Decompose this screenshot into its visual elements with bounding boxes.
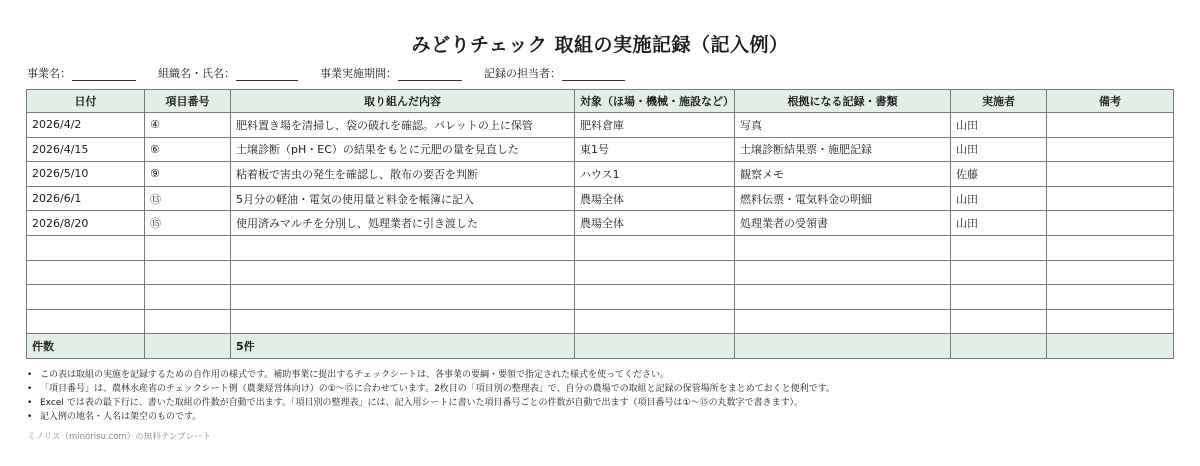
- performer-cell[interactable]: [951, 235, 1047, 260]
- recorder-field: [484, 65, 625, 81]
- organization-label: 組織名・氏名：: [158, 67, 235, 80]
- recorder-label: 記録の担当者：: [484, 67, 561, 80]
- remarks-cell[interactable]: [1047, 260, 1174, 285]
- table-row: [27, 211, 1174, 236]
- note-text: Excel では表の最下行に、書いた取組の件数が自動で出ます。「項目別の整理表」には、記入用シートに書いた項目番号ごとの件数が自動で出ます（項目番号は①〜⑮の丸数字で書きます）。: [40, 398, 804, 408]
- total-cell: [145, 334, 231, 359]
- date-cell[interactable]: 2026/8/20: [27, 211, 145, 236]
- notes-list: [27, 368, 835, 424]
- period-blank[interactable]: [398, 69, 462, 81]
- performer-cell[interactable]: [951, 260, 1047, 285]
- remarks-cell[interactable]: [1047, 211, 1174, 236]
- total-cell: [735, 334, 951, 359]
- remarks-cell[interactable]: [1047, 186, 1174, 211]
- bullet-icon: •: [27, 384, 33, 394]
- item-number-cell[interactable]: ⑨: [145, 162, 231, 187]
- total-cell: [951, 334, 1047, 359]
- page-title: みどりチェック 取組の実施記録（記入例）: [411, 34, 789, 56]
- table-row: [27, 309, 1174, 334]
- activity-cell[interactable]: [231, 235, 575, 260]
- date-cell[interactable]: 2026/4/15: [27, 137, 145, 162]
- total-count: 5件: [231, 334, 575, 359]
- item-number-cell[interactable]: ⑮: [145, 211, 231, 236]
- date-cell[interactable]: [27, 260, 145, 285]
- record-table: [26, 89, 1174, 359]
- item-number-cell[interactable]: ⑥: [145, 137, 231, 162]
- item-number-cell[interactable]: [145, 235, 231, 260]
- footer-credit: ミノリス（minorisu.com）の無料テンプレート: [27, 432, 211, 442]
- bullet-icon: •: [27, 398, 33, 408]
- evidence-cell[interactable]: [735, 285, 951, 310]
- column-header-performer: 実施者: [951, 90, 1047, 113]
- bullet-icon: •: [27, 412, 33, 422]
- column-header-activity: 取り組んだ内容: [231, 90, 575, 113]
- column-header-item-number: 項目番号: [145, 90, 231, 113]
- column-header-date: 日付: [27, 90, 145, 113]
- evidence-cell[interactable]: [735, 235, 951, 260]
- table-row: [27, 162, 1174, 187]
- table-row: [27, 235, 1174, 260]
- note-text: 「項目番号」は、農林水産省のチェックシート例（農業経営体向け）の①〜⑮に合わせています。2枚目の「項目別の整理表」で、自分の農場での取組と記録の保管場所をまとめておくと便利です。: [40, 384, 835, 394]
- project-name-blank[interactable]: [72, 69, 136, 81]
- activity-cell[interactable]: 5月分の軽油・電気の使用量と料金を帳簿に記入: [231, 186, 575, 211]
- target-cell[interactable]: [575, 235, 735, 260]
- note-item: [27, 410, 835, 424]
- remarks-cell[interactable]: [1047, 285, 1174, 310]
- target-cell[interactable]: ハウス1: [575, 162, 735, 187]
- target-cell[interactable]: 農場全体: [575, 211, 735, 236]
- column-header-target: 対象（ほ場・機械・施設など）: [575, 90, 735, 113]
- total-cell: [575, 334, 735, 359]
- remarks-cell[interactable]: [1047, 162, 1174, 187]
- period-field: [320, 65, 462, 81]
- table-header-row: [27, 90, 1174, 113]
- target-cell[interactable]: [575, 285, 735, 310]
- activity-cell[interactable]: [231, 285, 575, 310]
- total-label: 件数: [27, 334, 145, 359]
- note-item: [27, 396, 835, 410]
- item-number-cell[interactable]: [145, 309, 231, 334]
- performer-cell[interactable]: 山田: [951, 211, 1047, 236]
- item-number-cell[interactable]: ④: [145, 113, 231, 138]
- target-cell[interactable]: 東1号: [575, 137, 735, 162]
- target-cell[interactable]: 肥料倉庫: [575, 113, 735, 138]
- activity-cell[interactable]: 土壌診断（pH・EC）の結果をもとに元肥の量を見直した: [231, 137, 575, 162]
- note-text: この表は取組の実施を記録するための自作用の様式です。補助事業に提出するチェックシートは、各事業の要綱・要領で指定された様式を使ってください。: [40, 370, 670, 380]
- activity-cell[interactable]: 肥料置き場を清掃し、袋の破れを確認。パレットの上に保管: [231, 113, 575, 138]
- table-row: [27, 186, 1174, 211]
- evidence-cell[interactable]: 写真: [735, 113, 951, 138]
- remarks-cell[interactable]: [1047, 137, 1174, 162]
- recorder-blank[interactable]: [562, 69, 625, 81]
- evidence-cell[interactable]: 処理業者の受領書: [735, 211, 951, 236]
- evidence-cell[interactable]: 土壌診断結果票・施肥記録: [735, 137, 951, 162]
- table-row: [27, 137, 1174, 162]
- performer-cell[interactable]: [951, 309, 1047, 334]
- date-cell[interactable]: 2026/5/10: [27, 162, 145, 187]
- table-row: [27, 260, 1174, 285]
- column-header-remarks: 備考: [1047, 90, 1174, 113]
- date-cell[interactable]: [27, 285, 145, 310]
- item-number-cell[interactable]: ⑬: [145, 186, 231, 211]
- target-cell[interactable]: [575, 309, 735, 334]
- remarks-cell[interactable]: [1047, 113, 1174, 138]
- performer-cell[interactable]: 佐藤: [951, 162, 1047, 187]
- evidence-cell[interactable]: [735, 260, 951, 285]
- date-cell[interactable]: 2026/4/2: [27, 113, 145, 138]
- project-name-field: [27, 65, 136, 81]
- total-row: [27, 334, 1174, 359]
- activity-cell[interactable]: [231, 309, 575, 334]
- note-text: 記入例の地名・人名は架空のものです。: [40, 412, 202, 422]
- remarks-cell[interactable]: [1047, 235, 1174, 260]
- performer-cell[interactable]: [951, 285, 1047, 310]
- column-header-evidence: 根拠になる記録・書類: [735, 90, 951, 113]
- activity-cell[interactable]: [231, 260, 575, 285]
- performer-cell[interactable]: 山田: [951, 137, 1047, 162]
- organization-field: [158, 65, 298, 81]
- table-row: [27, 113, 1174, 138]
- period-label: 事業実施期間：: [320, 67, 397, 80]
- table-row: [27, 285, 1174, 310]
- evidence-cell[interactable]: [735, 309, 951, 334]
- item-number-cell[interactable]: [145, 285, 231, 310]
- bullet-icon: •: [27, 370, 33, 380]
- organization-blank[interactable]: [236, 69, 298, 81]
- activity-cell[interactable]: 粘着板で害虫の発生を確認し、散布の要否を判断: [231, 162, 575, 187]
- date-cell[interactable]: [27, 235, 145, 260]
- evidence-cell[interactable]: 観察メモ: [735, 162, 951, 187]
- performer-cell[interactable]: 山田: [951, 113, 1047, 138]
- note-item: [27, 368, 835, 382]
- target-cell[interactable]: [575, 260, 735, 285]
- project-name-label: 事業名：: [27, 67, 71, 80]
- activity-cell[interactable]: 使用済みマルチを分別し、処理業者に引き渡した: [231, 211, 575, 236]
- remarks-cell[interactable]: [1047, 309, 1174, 334]
- header-fields: [27, 65, 647, 81]
- item-number-cell[interactable]: [145, 260, 231, 285]
- target-cell[interactable]: 農場全体: [575, 186, 735, 211]
- total-cell: [1047, 334, 1174, 359]
- evidence-cell[interactable]: 燃料伝票・電気料金の明細: [735, 186, 951, 211]
- date-cell[interactable]: 2026/6/1: [27, 186, 145, 211]
- table-body: [27, 113, 1174, 359]
- performer-cell[interactable]: 山田: [951, 186, 1047, 211]
- date-cell[interactable]: [27, 309, 145, 334]
- note-item: [27, 382, 835, 396]
